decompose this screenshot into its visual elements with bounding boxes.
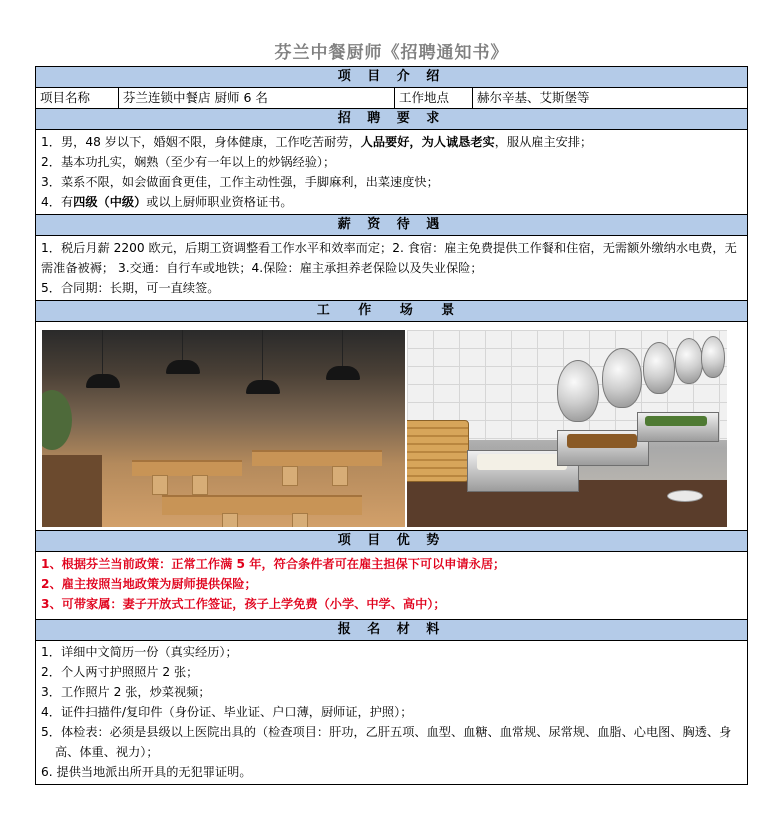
advantage-item-1: 1、根据芬兰当前政策：正常工作满 5 年，符合条件者可在雇主担保下可以申请永居； xyxy=(41,557,506,571)
requirement-item-4: 4．有四级（中级）或以上厨师职业资格证书。 xyxy=(41,195,293,209)
chafing-dish-lid xyxy=(701,336,725,378)
recruitment-sheet xyxy=(35,66,748,785)
requirement-highlight-level: 四级（中级） xyxy=(73,195,147,209)
section-header-advantages: 项 目 优 势 xyxy=(36,531,747,552)
rice xyxy=(477,454,567,470)
section-header-scene: 工 作 场 景 xyxy=(36,301,747,322)
chafing-dish-lid xyxy=(557,360,599,422)
section-header-requirements: 招 聘 要 求 xyxy=(36,109,747,130)
section-header-materials: 报 名 材 料 xyxy=(36,620,747,641)
chafing-dish-lid xyxy=(675,338,703,384)
section-header-intro: 项 目 介 绍 xyxy=(36,67,747,88)
material-item-2: 2．个人两寸护照照片 2 张； xyxy=(41,665,199,679)
section-header-salary: 薪 资 待 遇 xyxy=(36,215,747,236)
restaurant-dining-photo xyxy=(42,330,405,527)
pendant-lamp xyxy=(246,380,280,394)
material-item-4: 4．证件扫描件/复印件（身份证、毕业证、户口薄，厨师证，护照）； xyxy=(41,705,413,719)
plate xyxy=(667,490,703,502)
bench xyxy=(42,455,102,527)
requirement-item-3: 3．菜系不限，如会做面食更佳，工作主动性强，手脚麻利，出菜速度快； xyxy=(41,175,439,189)
greens xyxy=(645,416,707,426)
advantages-list xyxy=(36,552,747,620)
material-item-1: 1．详细中文简历一份（真实经历）； xyxy=(41,645,238,659)
requirement-item-1: 1．男，48 岁以下，婚姻不限，身体健康，工作吃苦耐劳，人品要好，为人诚恳老实，服从雇主安排； xyxy=(41,135,593,149)
material-item-5: 5．体检表：必须是县级以上医院出具的（检查项目：肝功，乙肝五项、血型、血糖、血常规、尿常规、血脂、心电图、胸透、身高、体重、视力）； xyxy=(41,725,732,759)
pendant-lamp xyxy=(326,366,360,380)
chafing-dish-lid xyxy=(602,348,642,408)
project-name-value: 芬兰连锁中餐店 厨师 6 名 xyxy=(119,88,395,108)
materials-list xyxy=(36,641,747,784)
salary-list xyxy=(36,236,747,301)
project-info-row xyxy=(36,88,747,109)
label-project-name: 项目名称 xyxy=(36,88,119,108)
salary-item-1: 1．税后月薪 2200 欧元，后期工资调整看工作水平和效率而定；2. 食宿：雇主免费提供工作餐和住宿，无需额外缴纳水电费，无需准备被褥； 3.交通：自行车或地铁；4.保险：雇主承担养老保险以及失业保险； xyxy=(41,241,737,275)
work-scene-photos xyxy=(36,322,747,531)
pendant-lamp xyxy=(166,360,200,374)
requirement-highlight-character: 人品要好，为人诚恳老实 xyxy=(360,135,495,149)
page-title: 芬兰中餐厨师《招聘通知书》 xyxy=(274,43,509,63)
bamboo-steamer xyxy=(407,420,469,482)
material-item-3: 3．工作照片 2 张，炒菜视频； xyxy=(41,685,211,699)
dining-table xyxy=(132,460,242,476)
dining-table xyxy=(252,450,382,466)
requirements-list xyxy=(36,130,747,215)
work-location-value: 赫尔辛基、艾斯堡等 xyxy=(477,90,590,105)
requirement-item-2: 2．基本功扎实，娴熟（至少有一年以上的炒锅经验）； xyxy=(41,155,336,169)
advantage-item-2: 2、雇主按照当地政策为厨师提供保险； xyxy=(41,577,257,591)
material-item-6: 6. 提供当地派出所开具的无犯罪证明。 xyxy=(41,765,252,779)
label-work-location: 工作地点 xyxy=(395,88,473,108)
stir-fry xyxy=(567,434,637,448)
plant xyxy=(42,390,72,450)
salary-item-2: 5．合同期：长期，可一直续签。 xyxy=(41,281,220,295)
chafing-dish-lid xyxy=(643,342,675,394)
advantage-item-3: 3、可带家属：妻子开放式工作签证，孩子上学免费（小学、中学、高中）； xyxy=(41,597,446,611)
pendant-lamp xyxy=(86,374,120,388)
dining-table xyxy=(162,495,362,515)
buffet-counter-photo xyxy=(407,330,727,527)
